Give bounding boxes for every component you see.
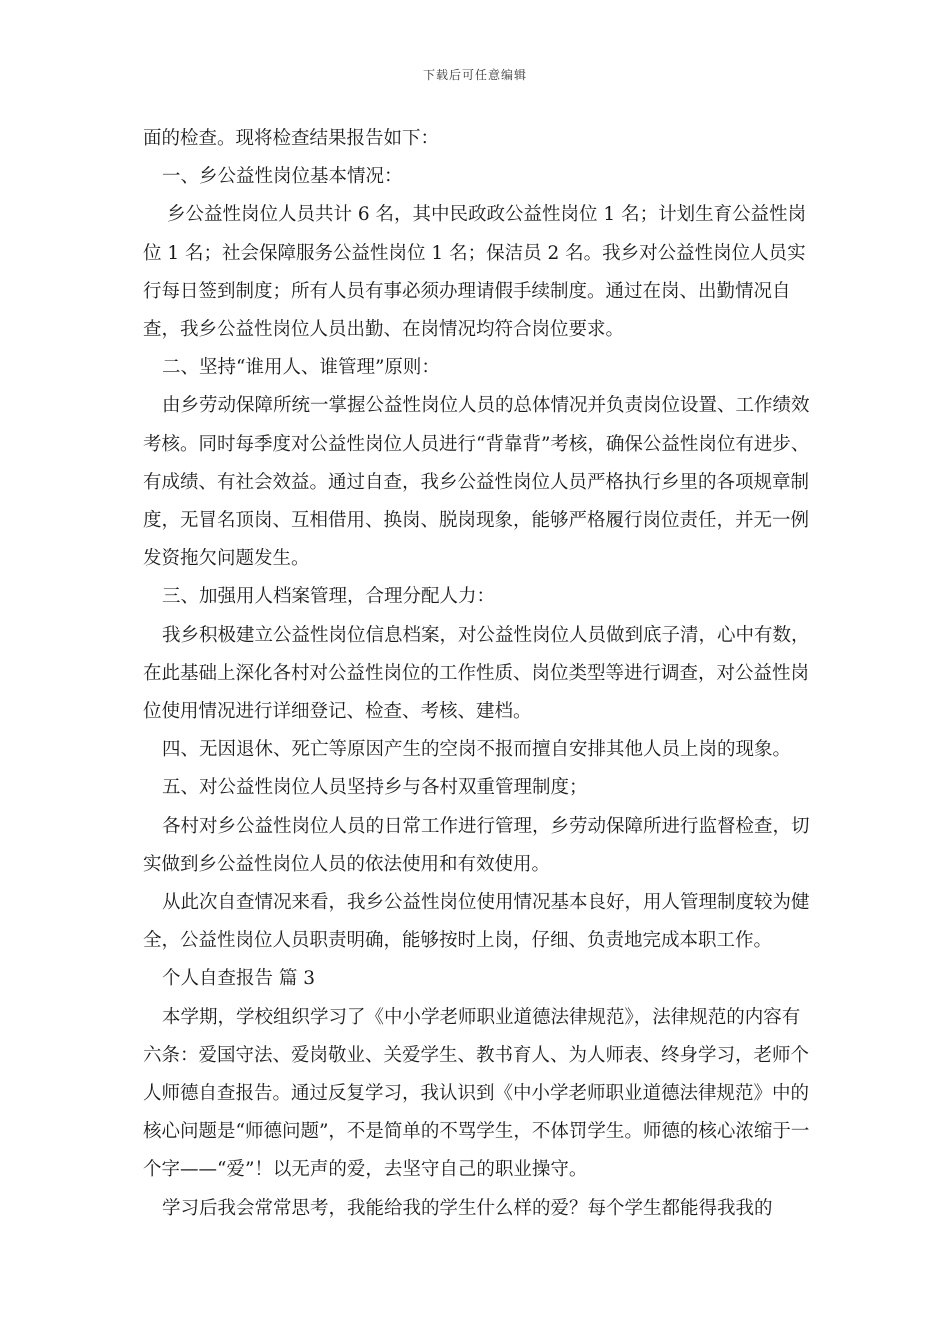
paragraph: 由乡劳动保障所统一掌握公益性岗位人员的总体情况并负责岗位设置、工作绩效考核。同时每季度对公益性岗位人员进行“背靠背”考核，确保公益性岗位有进步、有成绩、有社会效益。通过自查，我乡公益性岗位人员严格执行乡里的各项规章制度，无冒名顶岗、互相借用、换岗、脱岗现象，能够严格履行岗位责任，并无一例发资拖欠问题发生。 [143, 395, 810, 570]
report-title: 个人自查报告 篇 3 [162, 968, 316, 990]
section-heading: 四、无因退休、死亡等原因产生的空岗不报而擅自安排其他人员上岗的现象。 [162, 739, 792, 761]
paragraph: 乡公益性岗位人员共计 6 名，其中民政政公益性岗位 1 名；计划生育公益性岗位 1 名；社会保障服务公益性岗位 1 名；保洁员 2 名。我乡对公益性岗位人员实行每日签到制度；所有人员有事必须办理请假手续制度。通过在岗、出勤情况自查，我乡公益性岗位人员出勤、在岗情况均符合岗位要求。 [143, 204, 807, 341]
paragraph: 学习后我会常常思考，我能给我的学生什么样的爱？每个学生都能得我我的 [162, 1197, 773, 1219]
paragraph: 我乡积极建立公益性岗位信息档案，对公益性岗位人员做到底子清，心中有数，在此基础上深化各村对公益性岗位的工作性质、岗位类型等进行调查，对公益性岗位使用情况进行详细登记、检查、考核、建档。 [143, 624, 810, 723]
page-header: 下载后可任意编辑 [422, 68, 527, 82]
paragraph: 面的检查。现将检查结果报告如下： [143, 128, 440, 149]
section-heading: 三、加强用人档案管理，合理分配人力： [162, 586, 496, 608]
document-body [143, 120, 815, 1228]
section-heading: 二、坚持“谁用人、谁管理”原则： [162, 357, 440, 379]
paragraph: 从此次自查情况来看，我乡公益性岗位使用情况基本良好，用人管理制度较为健全，公益性岗位人员职责明确，能够按时上岗，仔细、负责地完成本职工作。 [143, 892, 810, 952]
paragraph: 本学期，学校组织学习了《中小学老师职业道德法律规范》，法律规范的内容有六条：爱国守法、爱岗敬业、关爱学生、教书育人、为人师表、终身学习，老师个人师德自查报告。通过反复学习，我认识到《中小学老师职业道德法律规范》中的核心问题是“师德问题”，不是简单的不骂学生，不体罚学生。师德的核心浓缩于一个字——“爱”！以无声的爱，去坚守自己的职业操守。 [143, 1006, 810, 1181]
section-heading: 五、对公益性岗位人员坚持乡与各村双重管理制度； [162, 777, 588, 799]
paragraph: 各村对乡公益性岗位人员的日常工作进行管理，乡劳动保障所进行监督检查，切实做到乡公益性岗位人员的依法使用和有效使用。 [143, 815, 810, 875]
section-heading: 一、乡公益性岗位基本情况： [162, 166, 403, 188]
